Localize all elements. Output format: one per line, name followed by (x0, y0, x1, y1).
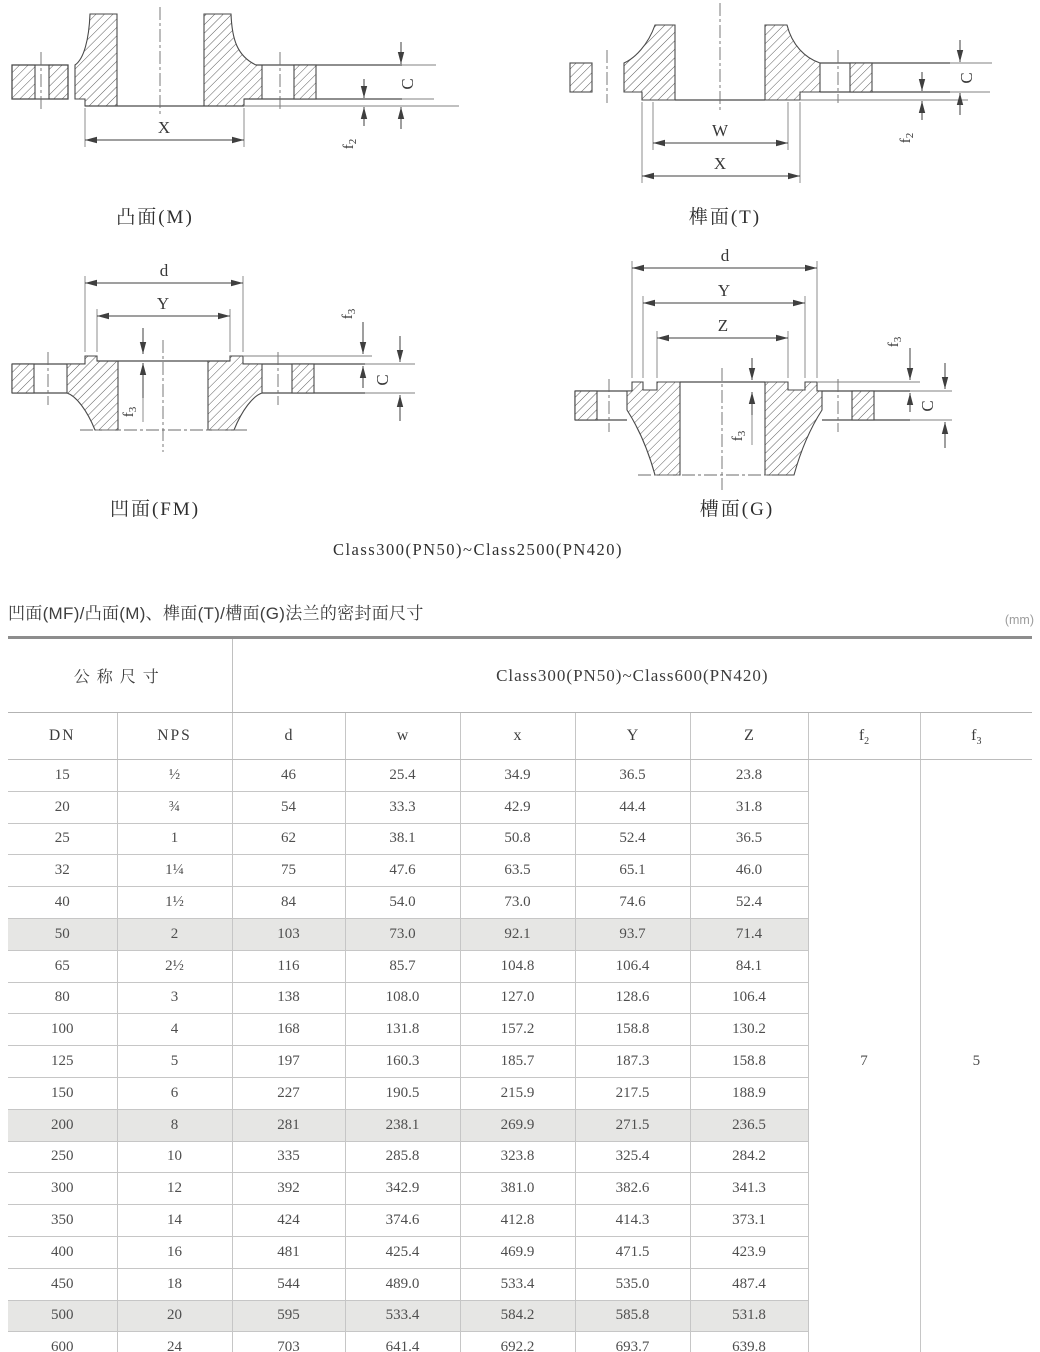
cell-d: 116 (232, 950, 345, 982)
cell-x: 469.9 (460, 1236, 575, 1268)
dim-label-y: Y (717, 281, 731, 300)
cell-y: 106.4 (575, 950, 690, 982)
cell-nps: ½ (117, 760, 232, 792)
cell-nps: 10 (117, 1141, 232, 1173)
cell-dn: 40 (8, 887, 117, 919)
diagram-label-tongue-face: 榫面(T) (688, 207, 762, 228)
cell-y: 93.7 (575, 918, 690, 950)
cell-dn: 150 (8, 1077, 117, 1109)
cell-w: 190.5 (345, 1077, 460, 1109)
cell-w: 285.8 (345, 1141, 460, 1173)
cell-y: 158.8 (575, 1014, 690, 1046)
cell-d: 424 (232, 1205, 345, 1237)
diagram-raised-face-m (4, 4, 504, 236)
dim-label-c: C (918, 400, 937, 412)
cell-w: 131.8 (345, 1014, 460, 1046)
flange-section-g (575, 368, 910, 490)
flange-section-t (570, 3, 950, 112)
cell-x: 381.0 (460, 1173, 575, 1205)
diagram-label-raised-face: 凸面(M) (116, 207, 194, 228)
cell-x: 34.9 (460, 760, 575, 792)
cell-dn: 65 (8, 950, 117, 982)
cell-w: 33.3 (345, 791, 460, 823)
dim-label-w: W (711, 121, 729, 140)
cell-nps: 4 (117, 1014, 232, 1046)
header-nominal-size: 公称尺寸 (8, 639, 232, 713)
header-nps: NPS (117, 713, 232, 760)
cell-x: 533.4 (460, 1268, 575, 1300)
unit-note: (mm) (1004, 613, 1034, 627)
cell-y: 585.8 (575, 1300, 690, 1332)
cell-nps: 18 (117, 1268, 232, 1300)
cell-nps: 1½ (117, 887, 232, 919)
diagram-label-female-face: 凹面(FM) (109, 499, 201, 520)
cell-nps: 8 (117, 1109, 232, 1141)
cell-w: 374.6 (345, 1205, 460, 1237)
cell-z: 31.8 (690, 791, 808, 823)
table-wrap (8, 636, 1032, 1352)
cell-d: 281 (232, 1109, 345, 1141)
cell-z: 373.1 (690, 1205, 808, 1237)
cell-nps: 3 (117, 982, 232, 1014)
cell-nps: 2½ (117, 950, 232, 982)
cell-x: 584.2 (460, 1300, 575, 1332)
cell-z: 106.4 (690, 982, 808, 1014)
cell-d: 544 (232, 1268, 345, 1300)
cell-y: 471.5 (575, 1236, 690, 1268)
cell-z: 188.9 (690, 1077, 808, 1109)
dim-label-c: C (398, 78, 417, 90)
cell-dn: 300 (8, 1173, 117, 1205)
cell-dn: 20 (8, 791, 117, 823)
header-d: d (232, 713, 345, 760)
cell-dn: 200 (8, 1109, 117, 1141)
cell-y: 36.5 (575, 760, 690, 792)
dim-label-f3-inner: $f_3$ (121, 406, 139, 418)
cell-f2-merged: 7 (808, 760, 920, 1352)
cell-nps: 12 (117, 1173, 232, 1205)
cell-x: 157.2 (460, 1014, 575, 1046)
diagram-label-groove-face: 槽面(G) (699, 499, 775, 520)
cell-x: 215.9 (460, 1077, 575, 1109)
cell-z: 84.1 (690, 950, 808, 982)
dim-label-d: d (159, 261, 169, 280)
cell-y: 693.7 (575, 1332, 690, 1352)
cell-dn: 400 (8, 1236, 117, 1268)
table-row (8, 760, 1032, 792)
cell-w: 641.4 (345, 1332, 460, 1352)
dim-label-x: X (157, 118, 171, 137)
cell-nps: 20 (117, 1300, 232, 1332)
header-class-range: Class300(PN50)~Class600(PN420) (232, 639, 1032, 713)
cell-y: 52.4 (575, 823, 690, 855)
cell-x: 92.1 (460, 918, 575, 950)
dim-label-f2: $f_2$ (341, 138, 359, 150)
cell-x: 185.7 (460, 1046, 575, 1078)
cell-w: 160.3 (345, 1046, 460, 1078)
cell-nps: 1 (117, 823, 232, 855)
cell-w: 47.6 (345, 855, 460, 887)
cell-z: 531.8 (690, 1300, 808, 1332)
cell-d: 481 (232, 1236, 345, 1268)
cell-x: 692.2 (460, 1332, 575, 1352)
cell-w: 108.0 (345, 982, 460, 1014)
header-z: Z (690, 713, 808, 760)
dim-label-c: C (373, 374, 392, 386)
cell-z: 36.5 (690, 823, 808, 855)
header-row-columns (8, 713, 1032, 760)
cell-y: 325.4 (575, 1141, 690, 1173)
cell-dn: 250 (8, 1141, 117, 1173)
header-x: x (460, 713, 575, 760)
cell-d: 54 (232, 791, 345, 823)
header-f3: $f_3$ (920, 713, 1032, 760)
cell-z: 52.4 (690, 887, 808, 919)
table-body (8, 760, 1032, 1352)
cell-dn: 500 (8, 1300, 117, 1332)
cell-d: 138 (232, 982, 345, 1014)
diagram-female-face-fm (0, 240, 520, 525)
cell-dn: 50 (8, 918, 117, 950)
cell-nps: 16 (117, 1236, 232, 1268)
cell-d: 62 (232, 823, 345, 855)
cell-dn: 450 (8, 1268, 117, 1300)
cell-w: 489.0 (345, 1268, 460, 1300)
dim-label-c: C (957, 72, 976, 84)
cell-z: 487.4 (690, 1268, 808, 1300)
dimensions-m (85, 42, 459, 149)
cell-d: 392 (232, 1173, 345, 1205)
cell-w: 85.7 (345, 950, 460, 982)
cell-nps: 24 (117, 1332, 232, 1352)
cell-z: 341.3 (690, 1173, 808, 1205)
sealing-face-dimension-table (8, 639, 1032, 1352)
dim-label-y: Y (156, 294, 170, 313)
cell-x: 269.9 (460, 1109, 575, 1141)
cell-y: 187.3 (575, 1046, 690, 1078)
cell-w: 533.4 (345, 1300, 460, 1332)
cell-dn: 32 (8, 855, 117, 887)
cell-z: 46.0 (690, 855, 808, 887)
cell-dn: 25 (8, 823, 117, 855)
cell-dn: 125 (8, 1046, 117, 1078)
cell-z: 158.8 (690, 1046, 808, 1078)
cell-d: 168 (232, 1014, 345, 1046)
dim-label-f3: $f_3$ (886, 336, 904, 348)
header-dn: DN (8, 713, 117, 760)
dim-label-x: X (713, 154, 727, 173)
cell-z: 23.8 (690, 760, 808, 792)
cell-y: 44.4 (575, 791, 690, 823)
cell-d: 103 (232, 918, 345, 950)
cell-dn: 600 (8, 1332, 117, 1352)
cell-nps: 1¼ (117, 855, 232, 887)
cell-d: 84 (232, 887, 345, 919)
dim-label-f3: $f_3$ (340, 308, 358, 320)
cell-z: 236.5 (690, 1109, 808, 1141)
cell-dn: 350 (8, 1205, 117, 1237)
cell-x: 104.8 (460, 950, 575, 982)
cell-w: 342.9 (345, 1173, 460, 1205)
cell-z: 71.4 (690, 918, 808, 950)
flange-section-m (12, 7, 402, 116)
diagram-tongue-face-t (520, 0, 1040, 232)
cell-d: 197 (232, 1046, 345, 1078)
cell-y: 535.0 (575, 1268, 690, 1300)
cell-w: 38.1 (345, 823, 460, 855)
cell-dn: 100 (8, 1014, 117, 1046)
cell-d: 595 (232, 1300, 345, 1332)
cell-d: 703 (232, 1332, 345, 1352)
cell-y: 74.6 (575, 887, 690, 919)
cell-nps: 14 (117, 1205, 232, 1237)
cell-nps: 6 (117, 1077, 232, 1109)
diagram-groove-face-g (520, 240, 1040, 525)
cell-x: 127.0 (460, 982, 575, 1014)
dim-label-f3-inner: $f_3$ (730, 430, 748, 442)
figure-class-caption: Class300(PN50)~Class2500(PN420) (332, 540, 624, 559)
header-f2: $f_2$ (808, 713, 920, 760)
cell-y: 65.1 (575, 855, 690, 887)
cell-w: 425.4 (345, 1236, 460, 1268)
cell-d: 227 (232, 1077, 345, 1109)
cell-z: 639.8 (690, 1332, 808, 1352)
cell-x: 412.8 (460, 1205, 575, 1237)
cell-w: 25.4 (345, 760, 460, 792)
cell-x: 73.0 (460, 887, 575, 919)
dim-label-f2: $f_2$ (898, 132, 916, 144)
cell-y: 271.5 (575, 1109, 690, 1141)
dim-label-d: d (720, 246, 730, 265)
cell-z: 284.2 (690, 1141, 808, 1173)
cell-nps: 2 (117, 918, 232, 950)
cell-y: 414.3 (575, 1205, 690, 1237)
header-row-groups (8, 639, 1032, 713)
cell-dn: 80 (8, 982, 117, 1014)
header-y: Y (575, 713, 690, 760)
cell-z: 423.9 (690, 1236, 808, 1268)
dim-label-z: Z (717, 316, 729, 335)
cell-f3-merged: 5 (972, 1053, 981, 1070)
cell-dn: 15 (8, 760, 117, 792)
cell-x: 63.5 (460, 855, 575, 887)
table-title: 凹面(MF)/凸面(M)、榫面(T)/槽面(G)法兰的密封面尺寸 (8, 604, 424, 623)
cell-d: 335 (232, 1141, 345, 1173)
cell-w: 238.1 (345, 1109, 460, 1141)
flange-section-fm (12, 340, 365, 452)
cell-x: 323.8 (460, 1141, 575, 1173)
cell-w: 73.0 (345, 918, 460, 950)
header-w: w (345, 713, 460, 760)
cell-nps: ¾ (117, 791, 232, 823)
cell-z: 130.2 (690, 1014, 808, 1046)
cell-d: 46 (232, 760, 345, 792)
cell-y: 382.6 (575, 1173, 690, 1205)
cell-y: 217.5 (575, 1077, 690, 1109)
cell-w: 54.0 (345, 887, 460, 919)
cell-x: 50.8 (460, 823, 575, 855)
cell-x: 42.9 (460, 791, 575, 823)
cell-nps: 5 (117, 1046, 232, 1078)
cell-y: 128.6 (575, 982, 690, 1014)
cell-d: 75 (232, 855, 345, 887)
